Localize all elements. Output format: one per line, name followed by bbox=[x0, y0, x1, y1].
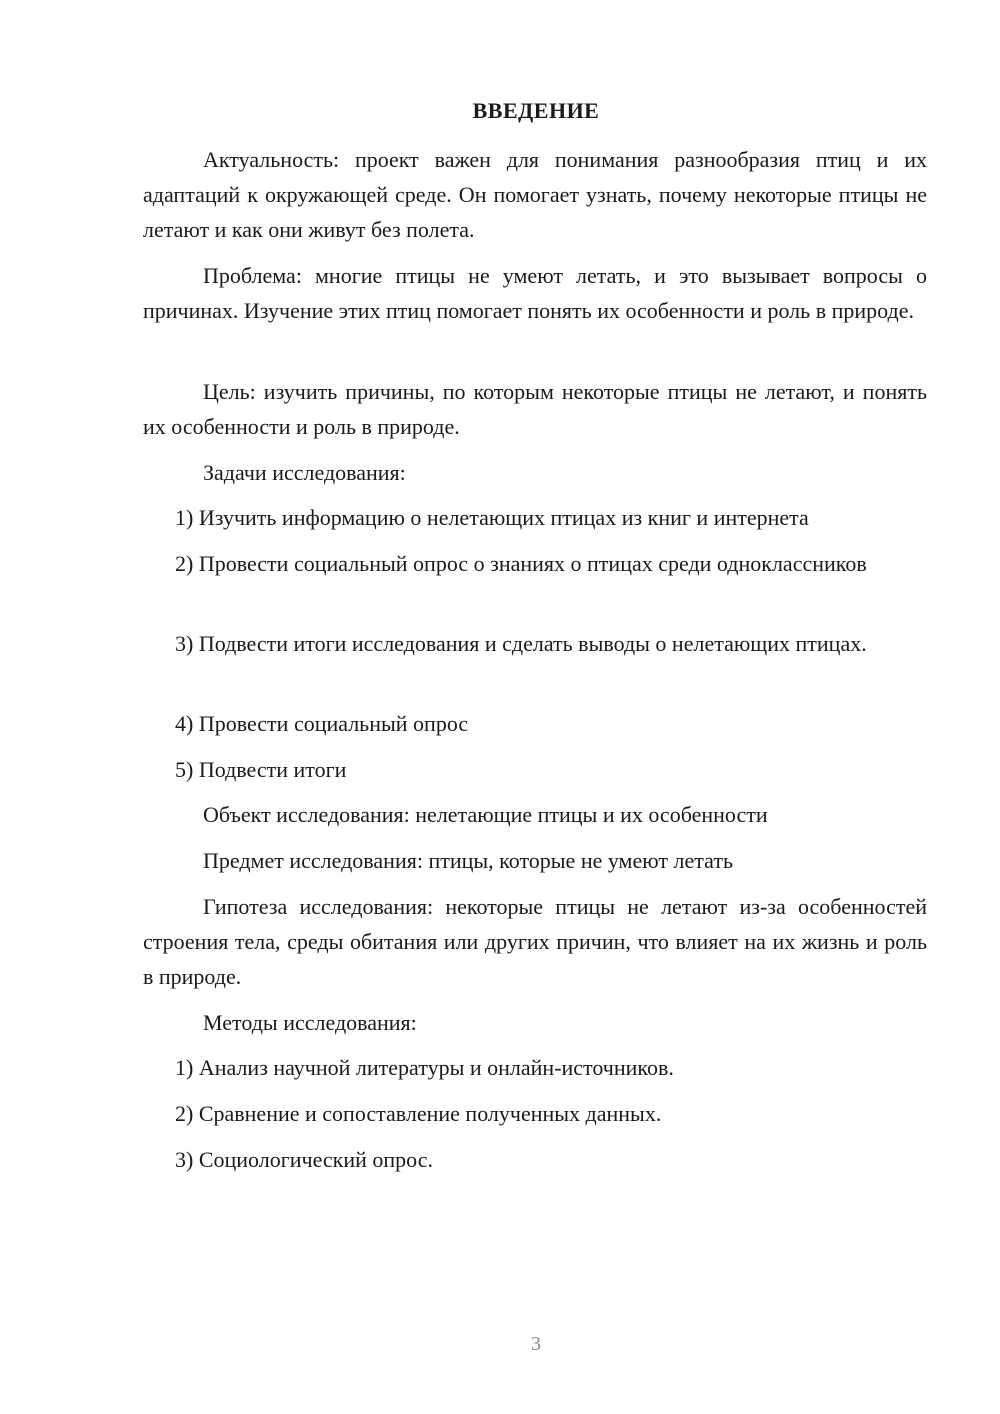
methods-title: Методы исследования: bbox=[203, 1010, 417, 1035]
task-item-2: 2) Провести социальный опрос о знаниях о птицах среди одноклассников bbox=[175, 551, 867, 576]
page-number: 3 bbox=[531, 1333, 541, 1355]
task-item-5: 5) Подвести итоги bbox=[175, 757, 347, 782]
paragraph-subject: Предмет исследования: птицы, которые не умеют летать bbox=[203, 848, 733, 873]
paragraph-hypothesis: Гипотеза исследования: некоторые птицы не летают из-за особенностей строения тела, среды обитания или других причин, что влияет на их жизнь и роль в природе. bbox=[143, 894, 927, 989]
method-item-2: 2) Сравнение и сопоставление полученных данных. bbox=[175, 1101, 662, 1126]
method-item-1: 1) Анализ научной литературы и онлайн-источников. bbox=[175, 1055, 674, 1080]
paragraph-goal: Цель: изучить причины, по которым некоторые птицы не летают, и понять их особенности и роль в природе. bbox=[143, 379, 927, 439]
section-heading: ВВЕДЕНИЕ bbox=[472, 98, 600, 123]
paragraph-object: Объект исследования: нелетающие птицы и их особенности bbox=[203, 802, 768, 827]
tasks-title: Задачи исследования: bbox=[203, 460, 406, 485]
method-item-3: 3) Социологический опрос. bbox=[175, 1147, 433, 1172]
paragraph-problem: Проблема: многие птицы не умеют летать, и это вызывает вопросы о причинах. Изучение этих птиц помогает понять их особенности и роль в природе. bbox=[143, 263, 927, 323]
task-item-4: 4) Провести социальный опрос bbox=[175, 711, 469, 736]
paragraph-relevance: Актуальность: проект важен для понимания разнообразия птиц и их адаптаций к окружающей среде. Он помогает узнать, почему некоторые птицы не летают и как они живут без полета. bbox=[143, 147, 927, 242]
task-item-3: 3) Подвести итоги исследования и сделать выводы о нелетающих птицах. bbox=[175, 631, 867, 656]
task-item-1: 1) Изучить информацию о нелетающих птицах из книг и интернета bbox=[175, 505, 809, 530]
